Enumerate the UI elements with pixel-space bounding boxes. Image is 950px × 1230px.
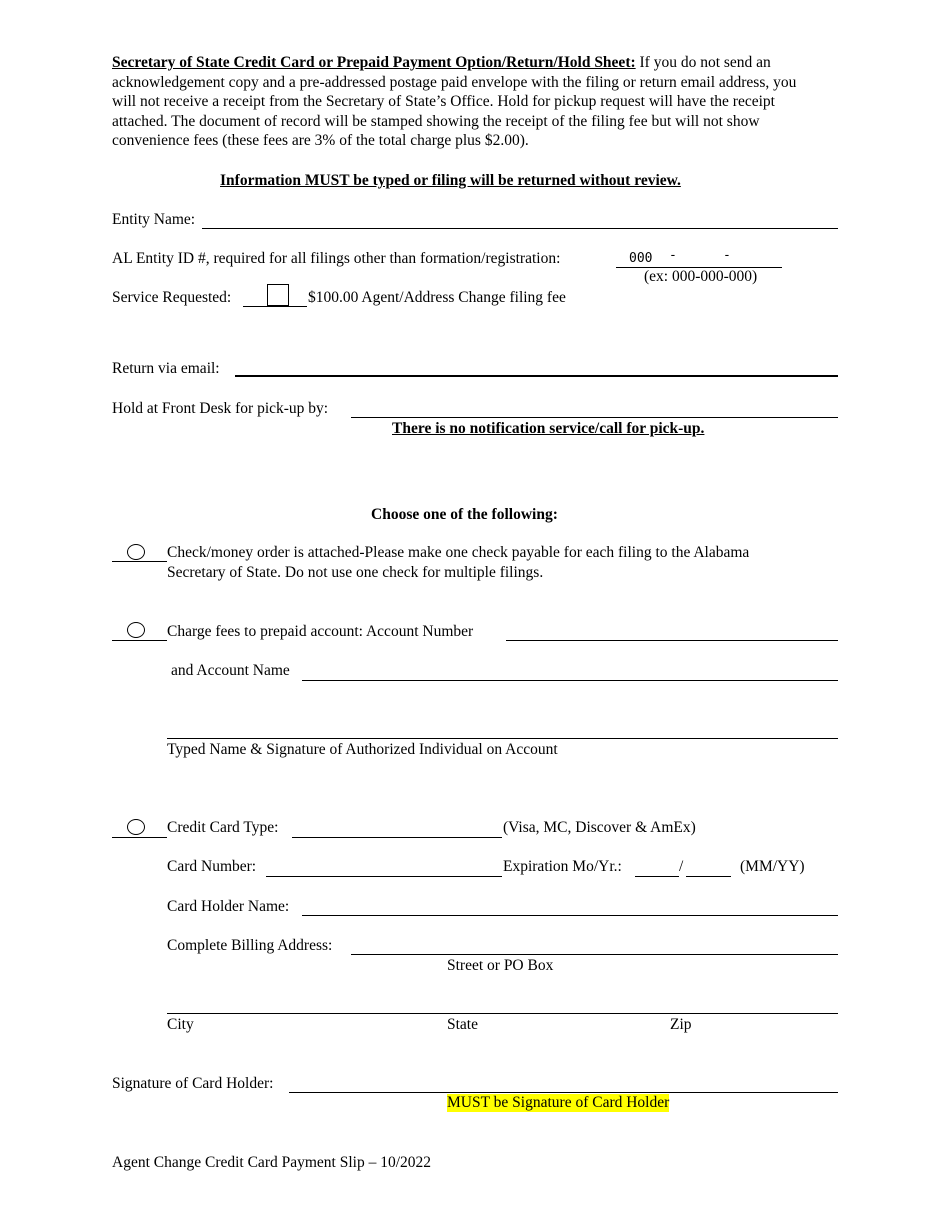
card-type-hint: (Visa, MC, Discover & AmEx) bbox=[503, 819, 696, 836]
expiration-month-field[interactable] bbox=[635, 876, 679, 877]
expiration-label: Expiration Mo/Yr.: bbox=[503, 858, 622, 875]
card-option-underline bbox=[112, 837, 167, 838]
expiration-hint: (MM/YY) bbox=[740, 858, 805, 875]
service-option: $100.00 Agent/Address Change filing fee bbox=[308, 289, 566, 306]
card-number-field[interactable] bbox=[266, 876, 502, 877]
hold-note: There is no notification service/call for pick-up. bbox=[392, 420, 705, 437]
return-email-label: Return via email: bbox=[112, 360, 220, 377]
hold-field[interactable] bbox=[351, 417, 838, 418]
authorized-signature-caption: Typed Name & Signature of Authorized Individual on Account bbox=[167, 741, 558, 758]
expiration-year-field[interactable] bbox=[686, 876, 731, 877]
card-option-radio[interactable] bbox=[127, 819, 145, 835]
signature-warning: MUST be Signature of Card Holder bbox=[447, 1094, 670, 1111]
form-title: Secretary of State Credit Card or Prepaid Payment Option/Return/Hold Sheet: bbox=[112, 54, 636, 71]
entity-id-label: AL Entity ID #, required for all filings other than formation/registration: bbox=[112, 250, 561, 267]
city-caption: City bbox=[167, 1016, 194, 1033]
expiration-slash: / bbox=[679, 858, 684, 875]
entity-name-field[interactable] bbox=[202, 228, 838, 229]
account-number-field[interactable] bbox=[506, 640, 838, 641]
footer-text: Agent Change Credit Card Payment Slip – 10/2022 bbox=[112, 1154, 432, 1171]
check-option-underline bbox=[112, 561, 167, 562]
card-type-field[interactable] bbox=[292, 837, 502, 838]
card-holder-signature-field[interactable] bbox=[289, 1092, 838, 1093]
intro-text: If you do not send an acknowledgement copy and a pre-addressed postage paid envelope with the filing or return email address, you will not receive a receipt from the Secretary of State’s Office. Hold for pickup request will have the receipt attached. The document of record will be stamped showing the receipt of the filing fee but will not show convenience fees (these fees are 3% of the total charge plus $2.00). bbox=[112, 54, 797, 150]
typed-notice: Information MUST be typed or filing will be returned without review. bbox=[220, 172, 681, 189]
account-number-label: Charge fees to prepaid account: Account Number bbox=[167, 623, 474, 640]
entity-name-label: Entity Name: bbox=[112, 211, 196, 228]
state-caption: State bbox=[447, 1016, 478, 1033]
billing-address-label: Complete Billing Address: bbox=[167, 937, 333, 954]
authorized-signature-field[interactable] bbox=[167, 738, 838, 739]
choose-heading: Choose one of the following: bbox=[371, 506, 558, 523]
billing-street-field[interactable] bbox=[351, 954, 838, 955]
prepaid-option-radio[interactable] bbox=[127, 622, 145, 638]
card-number-label: Card Number: bbox=[167, 858, 257, 875]
check-option-line1: Check/money order is attached-Please make one check payable for each filing to the Alabama bbox=[167, 544, 750, 561]
street-caption: Street or PO Box bbox=[447, 957, 554, 974]
card-holder-label: Card Holder Name: bbox=[167, 898, 290, 915]
card-holder-field[interactable] bbox=[302, 915, 838, 916]
hold-label: Hold at Front Desk for pick-up by: bbox=[112, 400, 329, 417]
prepaid-option-underline bbox=[112, 640, 167, 641]
check-option-radio[interactable] bbox=[127, 544, 145, 560]
billing-city-state-zip-field[interactable] bbox=[167, 1013, 838, 1014]
entity-id-dash1: - bbox=[669, 248, 677, 263]
card-holder-signature-label: Signature of Card Holder: bbox=[112, 1075, 274, 1092]
service-label: Service Requested: bbox=[112, 289, 232, 306]
entity-id-dash2: - bbox=[723, 248, 731, 263]
service-checkbox[interactable] bbox=[267, 284, 289, 306]
zip-caption: Zip bbox=[670, 1016, 692, 1033]
return-email-field[interactable] bbox=[235, 375, 838, 377]
entity-id-example: (ex: 000-000-000) bbox=[644, 268, 758, 285]
account-name-label: and Account Name bbox=[171, 662, 290, 679]
intro-paragraph bbox=[112, 53, 824, 151]
entity-id-part1: 000 bbox=[629, 251, 653, 266]
service-underline bbox=[243, 306, 307, 307]
account-name-field[interactable] bbox=[302, 680, 838, 681]
check-option-line2: Secretary of State. Do not use one check for multiple filings. bbox=[167, 564, 544, 581]
card-type-label: Credit Card Type: bbox=[167, 819, 279, 836]
